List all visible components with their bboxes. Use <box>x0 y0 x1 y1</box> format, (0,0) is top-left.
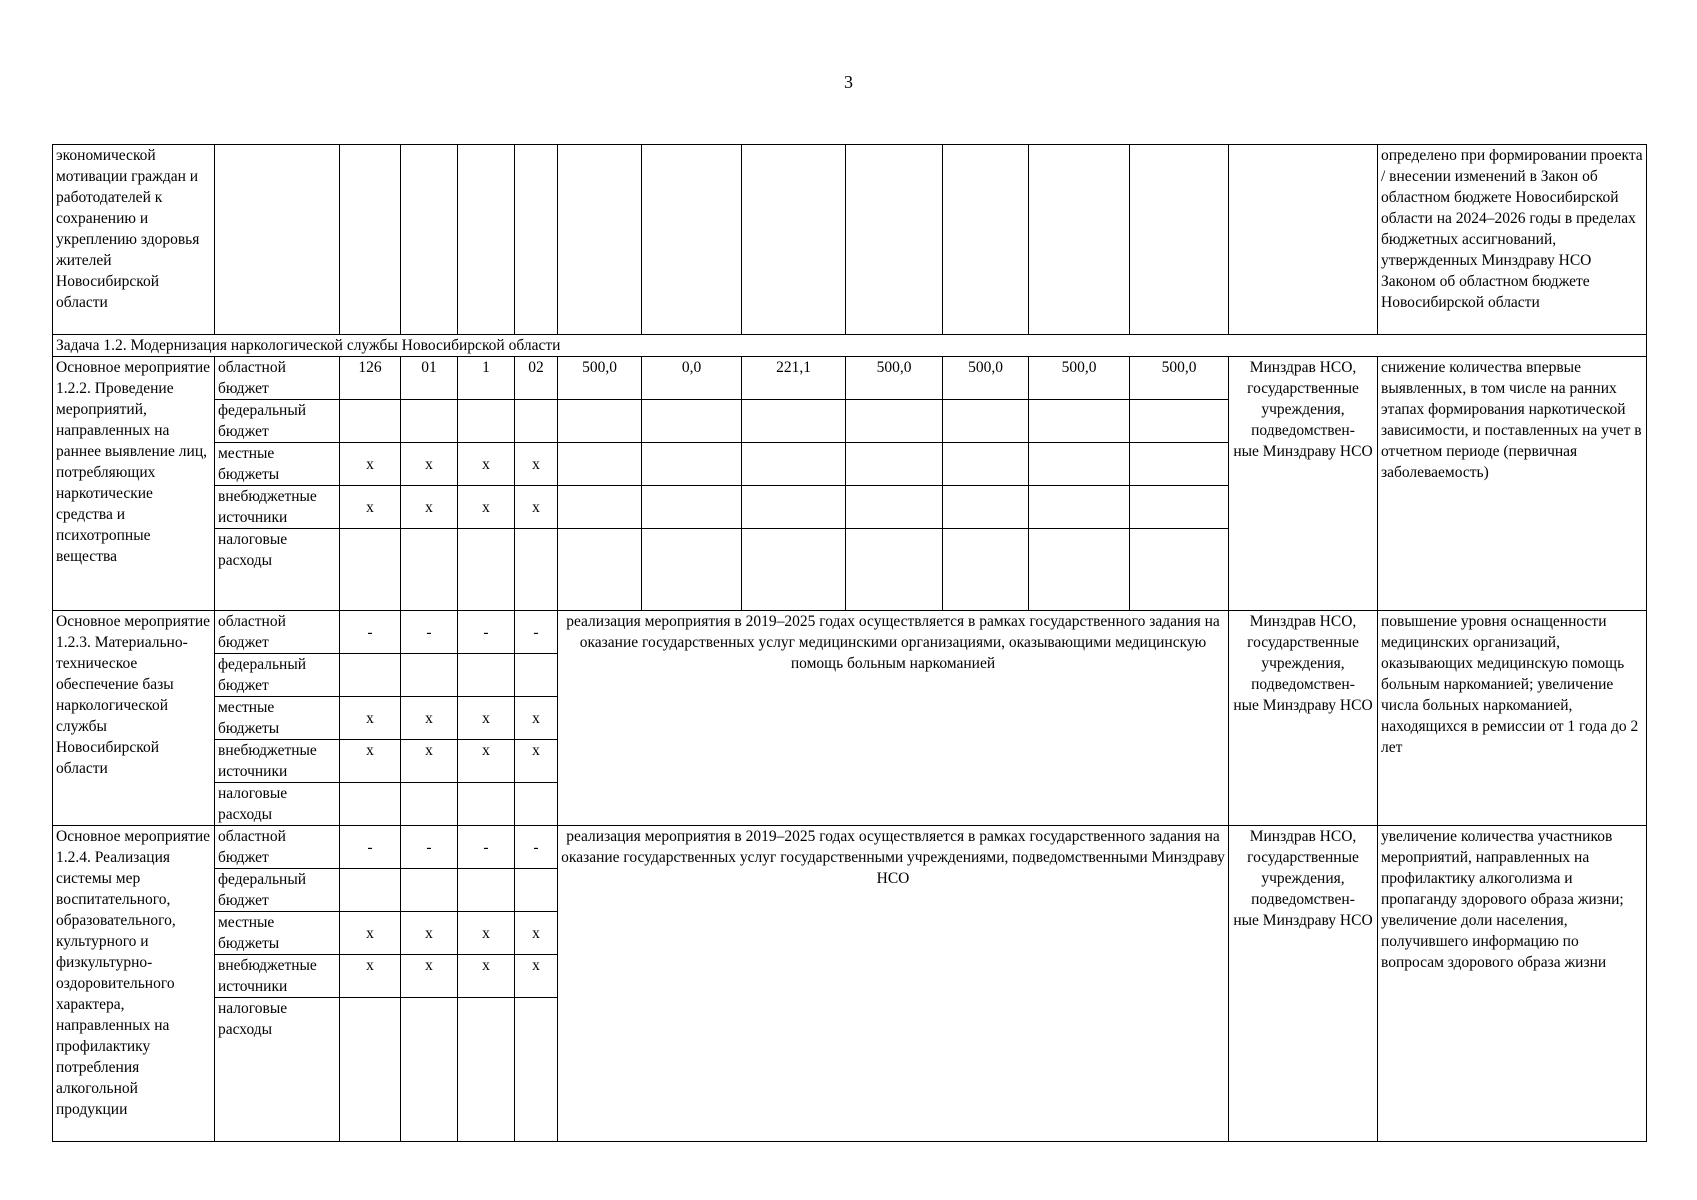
x-mark: x <box>515 443 558 486</box>
x-mark: x <box>401 740 458 783</box>
source-label: федеральный бюджет <box>215 400 340 443</box>
value-cell: 500,0 <box>558 357 642 400</box>
activity-name-cell: Основное мероприятие 1.2.2. Проведение мероприятий, направленных на раннее выявление лиц, потребляющих наркотические средства и психотропные вещества <box>53 357 215 611</box>
source-label: областной бюджет <box>215 611 340 654</box>
activity-name-cell: экономической мотивации граждан и работодателей к сохранению и укреплению здоровья жителей Новосибирской области <box>53 145 215 335</box>
value-cell: 0,0 <box>642 357 742 400</box>
value-cell: 221,1 <box>742 357 846 400</box>
task-row <box>53 335 1647 357</box>
source-label: налоговые расходы <box>215 529 340 611</box>
source-label: областной бюджет <box>215 357 340 400</box>
dash-mark: - <box>515 611 558 654</box>
x-mark: x <box>401 912 458 955</box>
value-cell: 500,0 <box>846 357 943 400</box>
implementation-note: реализация мероприятия в 2019–2025 годах осуществляется в рамках государственного задания на оказание государственных услуг медицинскими организациями, оказывающими медицинскую помощь больным наркоманией <box>558 611 1229 826</box>
value-cell: 500,0 <box>1029 357 1130 400</box>
x-mark: x <box>458 740 515 783</box>
x-mark: x <box>515 955 558 998</box>
source-label: местные бюджеты <box>215 697 340 740</box>
x-mark: x <box>458 443 515 486</box>
x-mark: x <box>401 443 458 486</box>
expected-result-cell: определено при формировании проекта / внесении изменений в Закон об областном бюджете Новосибирской области на 2024–2026 годы в пределах бюджетных ассигнований, утвержденных Минздраву НСО Законом об областном бюджете Новосибирской области <box>1378 145 1647 335</box>
x-mark: x <box>340 443 401 486</box>
dash-mark: - <box>340 826 401 869</box>
source-label: внебюджетные источники <box>215 955 340 998</box>
source-label: местные бюджеты <box>215 912 340 955</box>
x-mark: x <box>340 697 401 740</box>
x-mark: x <box>340 740 401 783</box>
value-cell: 500,0 <box>943 357 1029 400</box>
source-label: местные бюджеты <box>215 443 340 486</box>
x-mark: x <box>340 912 401 955</box>
executor-cell: Минздрав НСО, государственные учреждения, подведомствен- ные Минздраву НСО <box>1229 826 1378 1142</box>
x-mark: x <box>401 955 458 998</box>
x-mark: x <box>515 912 558 955</box>
dash-mark: - <box>458 611 515 654</box>
continuation-row <box>53 145 1647 335</box>
source-label: налоговые расходы <box>215 998 340 1142</box>
dash-mark: - <box>458 826 515 869</box>
expected-result-cell: снижение количества впервые выявленных, в том числе на ранних этапах формирования наркотической зависимости, и поставленных на учет в отчетном периоде (первичная заболеваемость) <box>1378 357 1647 611</box>
executor-cell: Минздрав НСО, государственные учреждения, подведомствен- ные Минздраву НСО <box>1229 611 1378 826</box>
x-mark: x <box>458 697 515 740</box>
expected-result-cell: повышение уровня оснащенности медицинских организаций, оказывающих медицинскую помощь больным наркоманией; увеличение числа больных наркоманией, находящихся в ремиссии от 1 года до 2 лет <box>1378 611 1647 826</box>
activity-1-2-2-row <box>53 357 1647 400</box>
x-mark: x <box>458 912 515 955</box>
x-mark: x <box>340 955 401 998</box>
source-label: налоговые расходы <box>215 783 340 826</box>
dash-mark: - <box>401 611 458 654</box>
x-mark: x <box>515 486 558 529</box>
source-label: федеральный бюджет <box>215 654 340 697</box>
source-label: внебюджетные источники <box>215 740 340 783</box>
source-label: внебюджетные источники <box>215 486 340 529</box>
x-mark: x <box>401 697 458 740</box>
x-mark: x <box>515 740 558 783</box>
implementation-note: реализация мероприятия в 2019–2025 годах осуществляется в рамках государственного задания на оказание государственных услуг государственными учреждениями, подведомственными Минздраву НСО <box>558 826 1229 1142</box>
program-table <box>52 144 1647 1142</box>
task-title: Задача 1.2. Модернизация наркологической службы Новосибирской области <box>53 335 1647 357</box>
activity-name-cell: Основное мероприятие 1.2.4. Реализация системы мер воспитательного, образовательного, культурного и физкультурно-оздоровительного характера, направленных на профилактику потребления алкогольной продукции <box>53 826 215 1142</box>
x-mark: x <box>401 486 458 529</box>
dash-mark: - <box>340 611 401 654</box>
code-cell: 126 <box>340 357 401 400</box>
executor-cell: Минздрав НСО, государственные учреждения, подведомствен- ные Минздраву НСО <box>1229 357 1378 611</box>
x-mark: x <box>458 486 515 529</box>
code-cell: 02 <box>515 357 558 400</box>
expected-result-cell: увеличение количества участников мероприятий, направленных на профилактику алкоголизма и пропаганду здорового образа жизни; увеличение доли населения, получившего информацию по вопросам здорового образа жизни <box>1378 826 1647 1142</box>
x-mark: x <box>340 486 401 529</box>
activity-1-2-4-row <box>53 826 1647 869</box>
source-label: федеральный бюджет <box>215 869 340 912</box>
x-mark: x <box>458 955 515 998</box>
value-cell: 500,0 <box>1130 357 1229 400</box>
code-cell: 01 <box>401 357 458 400</box>
dash-mark: - <box>515 826 558 869</box>
activity-1-2-3-row <box>53 611 1647 654</box>
dash-mark: - <box>401 826 458 869</box>
source-label: областной бюджет <box>215 826 340 869</box>
x-mark: x <box>515 697 558 740</box>
code-cell: 1 <box>458 357 515 400</box>
page-number: 3 <box>844 72 853 92</box>
activity-name-cell: Основное мероприятие 1.2.3. Материально-техническое обеспечение базы наркологической службы Новосибирской области <box>53 611 215 826</box>
